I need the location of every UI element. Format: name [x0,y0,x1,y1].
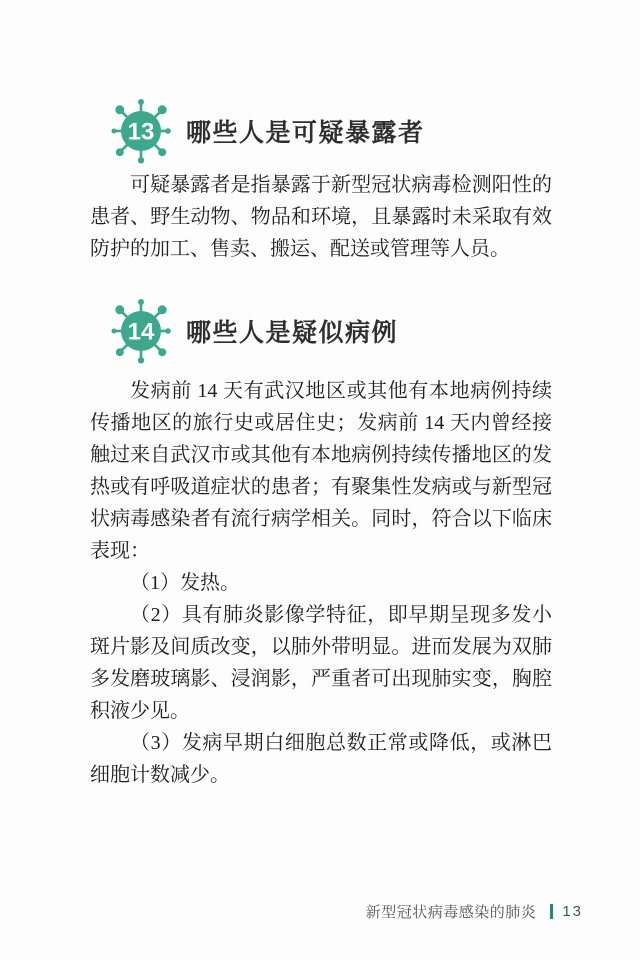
virus-badge-icon [105,95,177,167]
section-14-body [90,375,552,791]
footer-book-title: 新型冠状病毒感染的肺炎 [365,904,537,921]
badge-number: 13 [127,118,155,146]
paragraph: 可疑暴露者是指暴露于新型冠状病毒检测阳性的患者、野生动物、物品和环境，且暴露时未采取有效防护的加工、售卖、搬运、配送或管理等人员。 [90,174,552,260]
section-13-header [105,95,425,167]
list-item: （3）发病早期白细胞总数正常或降低，或淋巴细胞计数减少。 [90,732,552,786]
virus-badge-icon [105,295,177,367]
badge-number: 14 [127,318,155,346]
list-item: （2）具有肺炎影像学特征，即早期呈现多发小斑片影及间质改变，以肺外带明显。进而发展为双肺多发磨玻璃影、浸润影，严重者可出现肺实变，胸腔积液少见。 [90,604,552,722]
page-footer [366,901,583,922]
section-14-title: 哪些人是疑似病例 [186,319,399,347]
section-13-body [90,169,552,265]
section-14-header [105,295,398,367]
footer-page-number: 13 [562,903,583,920]
paragraph: 发病前 14 天有武汉地区或其他有本地病例持续传播地区的旅行史或居住史；发病前 14 天内曾经接触过来自武汉市或其他有本地病例持续传播地区的发热或有呼吸道症状的患者；有聚集性发病或与新型冠状病毒感染者有流行病学相关。同时，符合以下临床表现： [90,380,552,562]
list-item: （1）发热。 [130,572,240,594]
footer-separator [550,904,553,919]
section-13-title: 哪些人是可疑暴露者 [186,119,425,147]
